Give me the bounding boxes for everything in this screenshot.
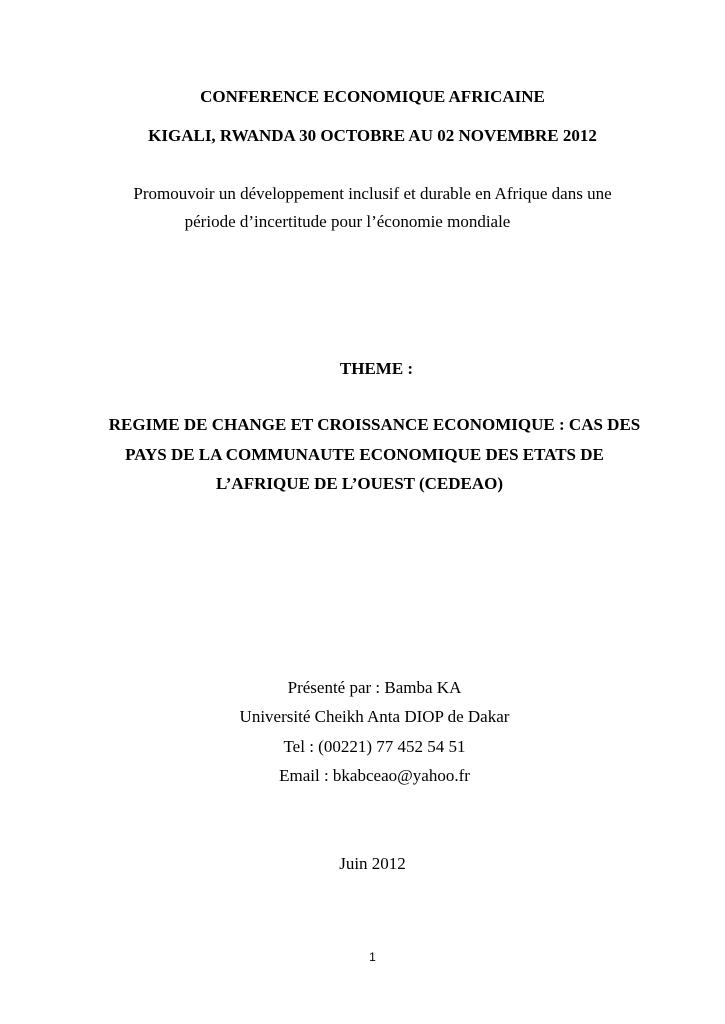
theme-label: THEME : <box>339 359 414 378</box>
conference-subtitle-line-2: période d’incertitude pour l’économie mondiale <box>184 212 511 231</box>
theme-title-line-1: REGIME DE CHANGE ET CROISSANCE ECONOMIQUE : CAS DES <box>108 415 641 434</box>
document-date: Juin 2012 <box>339 854 406 873</box>
presenter-university: Université Cheikh Anta DIOP de Dakar <box>239 707 510 726</box>
page-number: 1 <box>369 950 376 964</box>
theme-title-line-3: L’AFRIQUE DE L’OUEST (CEDEAO) <box>215 474 504 493</box>
theme-title-line-2: PAYS DE LA COMMUNAUTE ECONOMIQUE DES ETATS DE <box>125 445 604 464</box>
conference-location-dates: KIGALI, RWANDA 30 OCTOBRE AU 02 NOVEMBRE 2012 <box>148 126 597 145</box>
conference-subtitle-line-1: Promouvoir un développement inclusif et durable en Afrique dans une <box>133 184 612 203</box>
conference-title: CONFERENCE ECONOMIQUE AFRICAINE <box>200 87 545 106</box>
presenter-phone: Tel : (00221) 77 452 54 51 <box>283 737 466 756</box>
presenter-email: Email : bkabceao@yahoo.fr <box>279 766 470 785</box>
presenter-name: Présenté par : Bamba KA <box>287 678 462 697</box>
